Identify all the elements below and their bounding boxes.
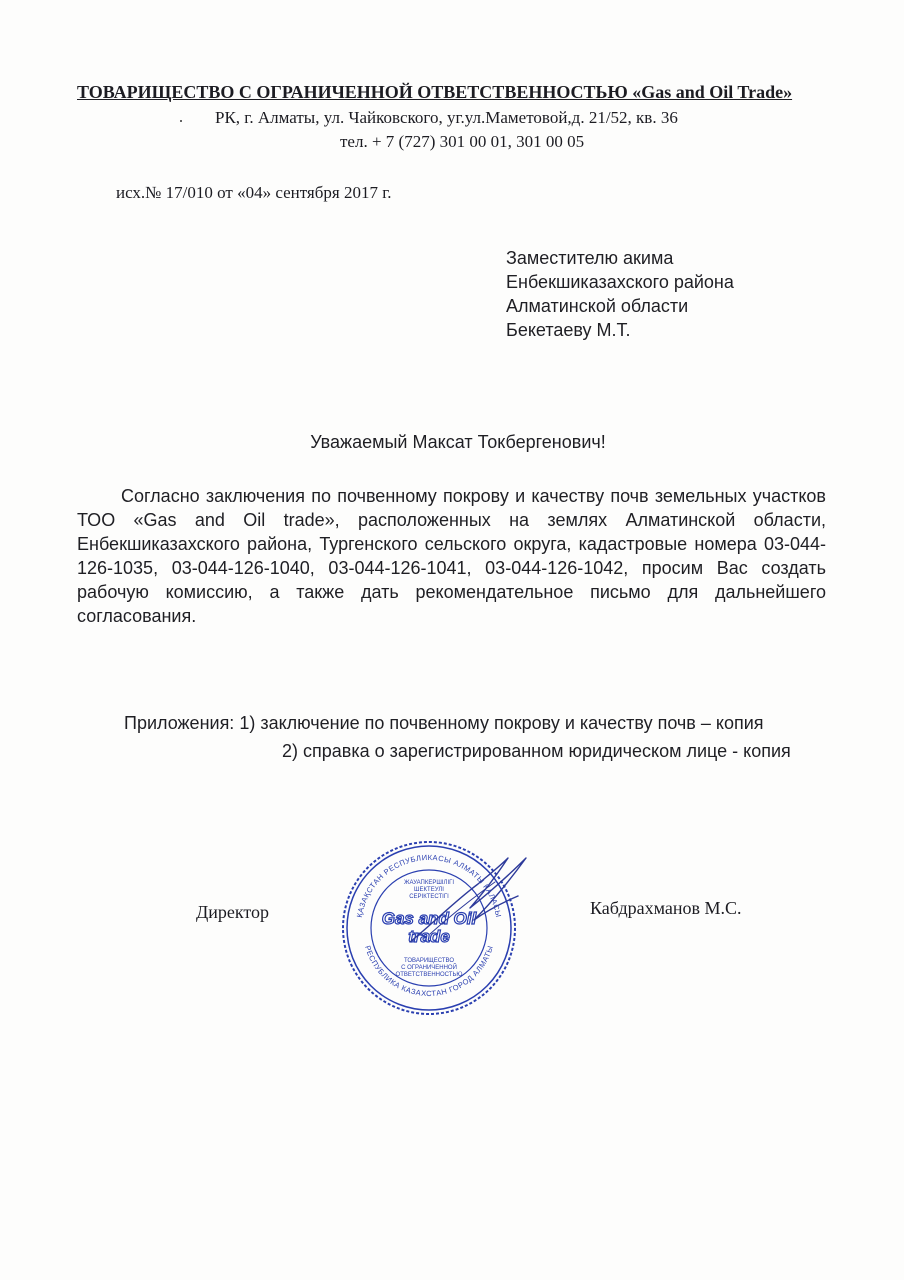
addressee-line: Енбекшиказахского района xyxy=(506,272,734,292)
stray-dot xyxy=(180,120,182,122)
company-name: ТОВАРИЩЕСТВО С ОГРАНИЧЕННОЙ ОТВЕТСТВЕННОСТЬЮ «Gas and Oil Trade» xyxy=(77,82,793,102)
stamp-inner-bottom-3: ОТВЕТСТВЕННОСТЬЮ xyxy=(395,972,463,978)
greeting: Уважаемый Максат Токбергенович! xyxy=(310,432,606,452)
outgoing-reference: исх.№ 17/010 от «04» сентября 2017 г. xyxy=(116,183,392,202)
stamp-logo-line-2: trade xyxy=(408,927,450,946)
stamp-inner-top-1: ЖАУАПКЕРШІЛІГІ xyxy=(403,880,455,886)
attachments-block xyxy=(124,709,791,761)
stamp-ring-text-top: ҚАЗАҚСТАН РЕСПУБЛИКАСЫ АЛМАТЫ ҚАЛАСЫ xyxy=(354,852,504,919)
stamp-ring-text-bottom: РЕСПУБЛИКА КАЗАХСТАН ГОРОД АЛМАТЫ xyxy=(363,944,495,999)
addressee-line: Алматинской области xyxy=(506,296,689,316)
signer-position: Директор xyxy=(196,902,270,922)
stamp-logo-line-1: Gas and Oil xyxy=(381,909,477,928)
stamp-inner-bottom-2: С ОГРАНИЧЕННОЙ xyxy=(401,965,457,971)
attachment-item-1: Приложения: 1) заключение по почвенному покрову и качеству почв – копия xyxy=(124,713,764,733)
handwritten-signature xyxy=(400,846,540,956)
company-phone: тел. + 7 (727) 301 00 01, 301 00 05 xyxy=(340,132,585,151)
stamp-inner-top-2: ШЕКТЕУЛІ xyxy=(414,887,444,893)
stamp-inner-bottom-1: ТОВАРИЩЕСТВО xyxy=(403,958,455,964)
addressee-block xyxy=(506,246,734,342)
addressee-line: Бекетаеву М.Т. xyxy=(506,320,631,340)
stamp-inner-top-3: СЕРІКТЕСТІГІ xyxy=(409,894,449,900)
company-address: РК, г. Алматы, ул. Чайковского, уг.ул.Маметовой,д. 21/52, кв. 36 xyxy=(215,108,678,127)
letter-body: Согласно заключения по почвенному покрову и качеству почв земельных участков ТОО «Gas and Oil trade», расположенных на землях Алматинской области, Енбекшиказахского района, Тургенского сельского округа, кадастровые номера 03-044-126-1035, 03-044-126-1040, 03-044-126-1041, 03-044-126-1042, просим Вас создать рабочую комиссию, а также дать рекомендательное письмо для дальнейшего согласования. xyxy=(77,486,826,626)
signer-name: Кабдрахманов М.С. xyxy=(590,898,742,918)
addressee-line: Заместителю акима xyxy=(506,248,674,268)
attachment-item-2: 2) справка о зарегистрированном юридическом лице - копия xyxy=(282,741,791,761)
